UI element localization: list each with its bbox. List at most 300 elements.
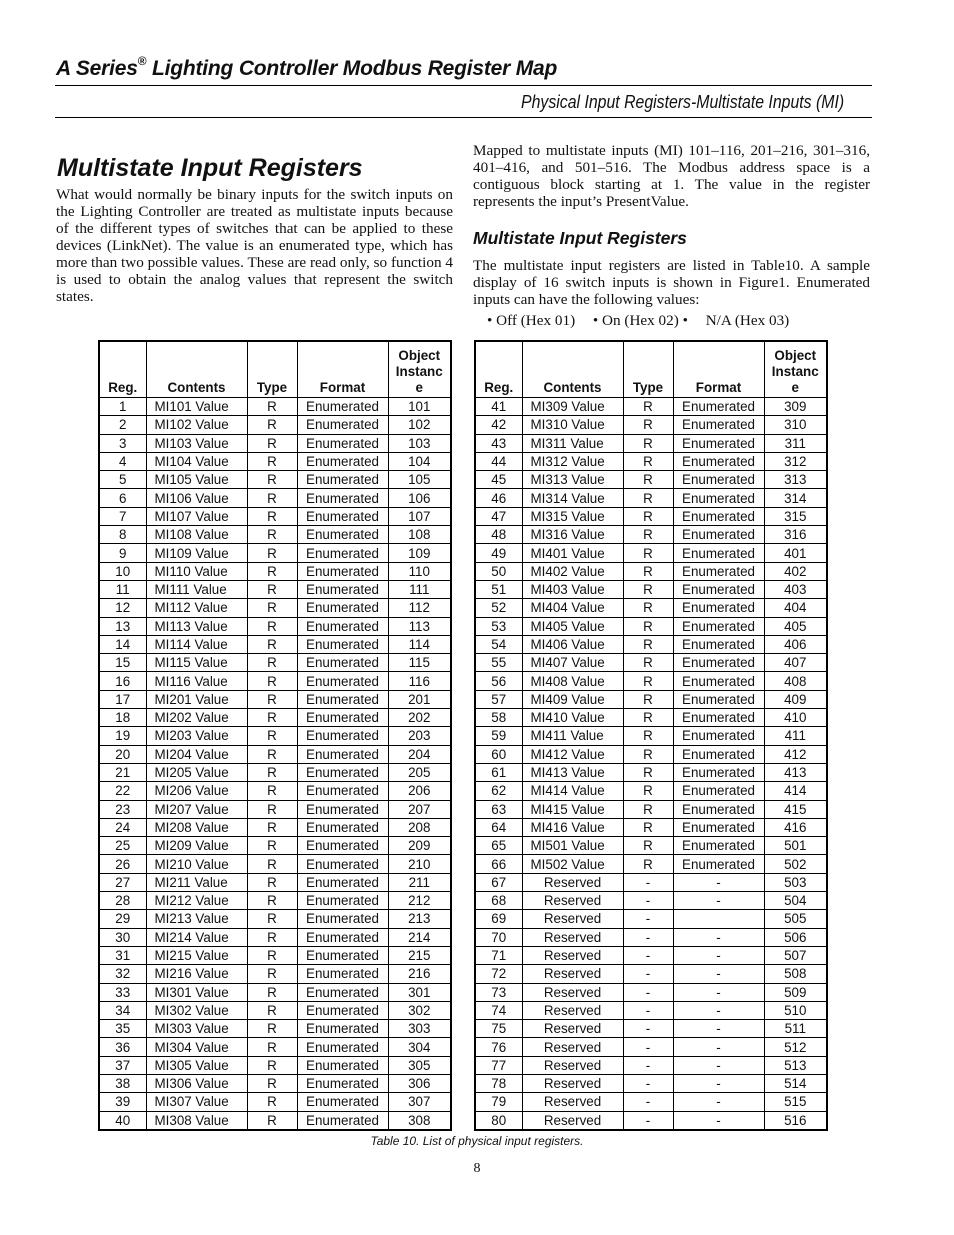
cell-reg: 42 bbox=[475, 416, 522, 434]
col-header-object-instance: Object Instanc e bbox=[388, 341, 451, 398]
cell-reg: 40 bbox=[99, 1111, 146, 1130]
table-row bbox=[475, 672, 827, 690]
cell-object-instance: 309 bbox=[764, 398, 827, 416]
cell-format: - bbox=[673, 1093, 764, 1111]
cell-contents: MI209 Value bbox=[146, 837, 247, 855]
cell-type: - bbox=[623, 928, 673, 946]
cell-format: Enumerated bbox=[673, 434, 764, 452]
cell-object-instance: 202 bbox=[388, 709, 451, 727]
cell-object-instance: 109 bbox=[388, 544, 451, 562]
cell-type: R bbox=[247, 1093, 297, 1111]
cell-type: R bbox=[247, 452, 297, 470]
cell-type: R bbox=[247, 910, 297, 928]
cell-contents: MI211 Value bbox=[146, 873, 247, 891]
table-row bbox=[99, 946, 451, 964]
cell-format: - bbox=[673, 1074, 764, 1092]
table-row bbox=[99, 690, 451, 708]
cell-type: R bbox=[247, 800, 297, 818]
cell-reg: 77 bbox=[475, 1056, 522, 1074]
cell-reg: 15 bbox=[99, 654, 146, 672]
cell-format: - bbox=[673, 928, 764, 946]
right-paragraph-values: The multistate input registers are listed in Table10. A sample display of 16 switch inputs is shown in Figure1. Enumerated inputs can have the following values: bbox=[473, 257, 870, 308]
cell-type: R bbox=[623, 398, 673, 416]
cell-format: Enumerated bbox=[673, 855, 764, 873]
cell-type: R bbox=[623, 654, 673, 672]
cell-contents: MI207 Value bbox=[146, 800, 247, 818]
table-row bbox=[99, 434, 451, 452]
cell-type: R bbox=[623, 599, 673, 617]
cell-object-instance: 107 bbox=[388, 507, 451, 525]
cell-contents: MI407 Value bbox=[522, 654, 623, 672]
cell-format: Enumerated bbox=[297, 965, 388, 983]
cell-contents: MI215 Value bbox=[146, 946, 247, 964]
table-row bbox=[99, 1001, 451, 1019]
cell-format: Enumerated bbox=[673, 727, 764, 745]
cell-contents: Reserved bbox=[522, 1111, 623, 1130]
cell-format: Enumerated bbox=[297, 635, 388, 653]
cell-format bbox=[673, 910, 764, 928]
cell-contents: MI412 Value bbox=[522, 745, 623, 763]
cell-contents: MI110 Value bbox=[146, 562, 247, 580]
cell-contents: MI214 Value bbox=[146, 928, 247, 946]
cell-object-instance: 105 bbox=[388, 471, 451, 489]
cell-object-instance: 201 bbox=[388, 690, 451, 708]
cell-contents: MI202 Value bbox=[146, 709, 247, 727]
cell-format: Enumerated bbox=[673, 617, 764, 635]
cell-reg: 55 bbox=[475, 654, 522, 672]
cell-contents: MI205 Value bbox=[146, 763, 247, 781]
table-row bbox=[475, 1074, 827, 1092]
table-caption: Table 10. List of physical input registers. bbox=[370, 1134, 584, 1148]
cell-reg: 61 bbox=[475, 763, 522, 781]
cell-type: R bbox=[623, 562, 673, 580]
cell-reg: 17 bbox=[99, 690, 146, 708]
cell-format: Enumerated bbox=[673, 562, 764, 580]
cell-reg: 74 bbox=[475, 1001, 522, 1019]
cell-contents: MI210 Value bbox=[146, 855, 247, 873]
cell-format: Enumerated bbox=[673, 818, 764, 836]
cell-reg: 3 bbox=[99, 434, 146, 452]
cell-format: Enumerated bbox=[673, 580, 764, 598]
cell-format: Enumerated bbox=[297, 837, 388, 855]
cell-contents: MI316 Value bbox=[522, 526, 623, 544]
cell-type: R bbox=[247, 617, 297, 635]
cell-type: R bbox=[247, 599, 297, 617]
table-row bbox=[475, 1020, 827, 1038]
table-row bbox=[99, 983, 451, 1001]
cell-object-instance: 507 bbox=[764, 946, 827, 964]
cell-contents: MI302 Value bbox=[146, 1001, 247, 1019]
table-row bbox=[475, 617, 827, 635]
table-row bbox=[99, 672, 451, 690]
table-row bbox=[475, 1001, 827, 1019]
cell-format: Enumerated bbox=[673, 544, 764, 562]
cell-format: Enumerated bbox=[297, 654, 388, 672]
cell-reg: 26 bbox=[99, 855, 146, 873]
cell-format: Enumerated bbox=[297, 617, 388, 635]
col-header-format: Format bbox=[297, 341, 388, 398]
cell-reg: 2 bbox=[99, 416, 146, 434]
cell-reg: 72 bbox=[475, 965, 522, 983]
cell-object-instance: 405 bbox=[764, 617, 827, 635]
cell-type: R bbox=[623, 544, 673, 562]
table-row bbox=[475, 1111, 827, 1130]
cell-object-instance: 212 bbox=[388, 892, 451, 910]
table-row bbox=[99, 855, 451, 873]
cell-format: Enumerated bbox=[297, 544, 388, 562]
table-row bbox=[99, 1074, 451, 1092]
cell-format: Enumerated bbox=[297, 928, 388, 946]
cell-format: - bbox=[673, 983, 764, 1001]
cell-type: R bbox=[247, 892, 297, 910]
cell-object-instance: 316 bbox=[764, 526, 827, 544]
cell-contents: MI109 Value bbox=[146, 544, 247, 562]
cell-format: Enumerated bbox=[673, 837, 764, 855]
cell-reg: 5 bbox=[99, 471, 146, 489]
cell-format: Enumerated bbox=[673, 599, 764, 617]
cell-format: Enumerated bbox=[297, 1093, 388, 1111]
table-row bbox=[99, 1111, 451, 1130]
cell-contents: MI310 Value bbox=[522, 416, 623, 434]
cell-reg: 70 bbox=[475, 928, 522, 946]
cell-type: R bbox=[247, 1038, 297, 1056]
col-header-type: Type bbox=[623, 341, 673, 398]
table-row bbox=[475, 800, 827, 818]
table-row bbox=[99, 727, 451, 745]
cell-contents: Reserved bbox=[522, 1001, 623, 1019]
cell-object-instance: 310 bbox=[764, 416, 827, 434]
cell-object-instance: 108 bbox=[388, 526, 451, 544]
cell-type: R bbox=[247, 672, 297, 690]
cell-object-instance: 209 bbox=[388, 837, 451, 855]
cell-type: R bbox=[623, 526, 673, 544]
cell-type: R bbox=[623, 745, 673, 763]
cell-contents: MI402 Value bbox=[522, 562, 623, 580]
cell-format: Enumerated bbox=[297, 1038, 388, 1056]
cell-reg: 46 bbox=[475, 489, 522, 507]
cell-reg: 48 bbox=[475, 526, 522, 544]
table-row bbox=[475, 471, 827, 489]
cell-reg: 25 bbox=[99, 837, 146, 855]
cell-contents: MI405 Value bbox=[522, 617, 623, 635]
table-row bbox=[99, 617, 451, 635]
cell-format: - bbox=[673, 1111, 764, 1130]
cell-format: Enumerated bbox=[297, 526, 388, 544]
cell-format: Enumerated bbox=[673, 709, 764, 727]
cell-contents: MI112 Value bbox=[146, 599, 247, 617]
cell-contents: MI309 Value bbox=[522, 398, 623, 416]
bullet-on: • On (Hex 02) • bbox=[592, 312, 688, 329]
cell-reg: 57 bbox=[475, 690, 522, 708]
cell-type: R bbox=[247, 398, 297, 416]
cell-type: - bbox=[623, 1111, 673, 1130]
cell-type: R bbox=[623, 452, 673, 470]
cell-object-instance: 306 bbox=[388, 1074, 451, 1092]
cell-format: Enumerated bbox=[297, 471, 388, 489]
cell-contents: MI303 Value bbox=[146, 1020, 247, 1038]
cell-contents: Reserved bbox=[522, 1020, 623, 1038]
cell-type: R bbox=[623, 763, 673, 781]
cell-object-instance: 514 bbox=[764, 1074, 827, 1092]
cell-type: R bbox=[247, 727, 297, 745]
cell-object-instance: 302 bbox=[388, 1001, 451, 1019]
cell-object-instance: 112 bbox=[388, 599, 451, 617]
cell-contents: MI411 Value bbox=[522, 727, 623, 745]
table-row bbox=[99, 562, 451, 580]
cell-reg: 37 bbox=[99, 1056, 146, 1074]
table-row bbox=[475, 983, 827, 1001]
cell-reg: 38 bbox=[99, 1074, 146, 1092]
cell-contents: MI406 Value bbox=[522, 635, 623, 653]
col-header-reg: Reg. bbox=[99, 341, 146, 398]
cell-reg: 32 bbox=[99, 965, 146, 983]
cell-object-instance: 511 bbox=[764, 1020, 827, 1038]
cell-reg: 8 bbox=[99, 526, 146, 544]
cell-reg: 6 bbox=[99, 489, 146, 507]
cell-object-instance: 314 bbox=[764, 489, 827, 507]
table-row bbox=[99, 782, 451, 800]
page-header-title: A Series® Lighting Controller Modbus Register Map bbox=[56, 54, 558, 80]
cell-type: R bbox=[247, 580, 297, 598]
cell-type: R bbox=[623, 580, 673, 598]
table-body-right bbox=[475, 398, 827, 1130]
cell-type: R bbox=[247, 489, 297, 507]
cell-type: R bbox=[247, 635, 297, 653]
table-row bbox=[99, 452, 451, 470]
cell-type: R bbox=[247, 416, 297, 434]
cell-contents: MI105 Value bbox=[146, 471, 247, 489]
cell-reg: 36 bbox=[99, 1038, 146, 1056]
table-row bbox=[475, 635, 827, 653]
cell-contents: MI208 Value bbox=[146, 818, 247, 836]
cell-contents: MI408 Value bbox=[522, 672, 623, 690]
cell-format: Enumerated bbox=[673, 635, 764, 653]
table-row bbox=[99, 928, 451, 946]
table-row bbox=[475, 855, 827, 873]
cell-reg: 45 bbox=[475, 471, 522, 489]
cell-type: R bbox=[623, 635, 673, 653]
cell-contents: MI201 Value bbox=[146, 690, 247, 708]
table-row bbox=[475, 873, 827, 891]
cell-type: R bbox=[247, 507, 297, 525]
cell-object-instance: 515 bbox=[764, 1093, 827, 1111]
cell-format: Enumerated bbox=[673, 672, 764, 690]
cell-contents: MI314 Value bbox=[522, 489, 623, 507]
cell-format: Enumerated bbox=[297, 946, 388, 964]
cell-type: R bbox=[247, 471, 297, 489]
cell-type: R bbox=[623, 672, 673, 690]
cell-reg: 65 bbox=[475, 837, 522, 855]
cell-object-instance: 416 bbox=[764, 818, 827, 836]
cell-object-instance: 210 bbox=[388, 855, 451, 873]
cell-contents: MI111 Value bbox=[146, 580, 247, 598]
cell-reg: 53 bbox=[475, 617, 522, 635]
cell-format: Enumerated bbox=[297, 873, 388, 891]
cell-object-instance: 116 bbox=[388, 672, 451, 690]
cell-contents: MI101 Value bbox=[146, 398, 247, 416]
register-table-left bbox=[98, 340, 452, 1131]
cell-contents: MI404 Value bbox=[522, 599, 623, 617]
cell-format: Enumerated bbox=[297, 983, 388, 1001]
cell-type: R bbox=[247, 562, 297, 580]
cell-contents: MI106 Value bbox=[146, 489, 247, 507]
cell-format: Enumerated bbox=[297, 580, 388, 598]
cell-reg: 1 bbox=[99, 398, 146, 416]
table-row bbox=[475, 709, 827, 727]
page-subtitle: Physical Input Registers-Multistate Inputs (MI) bbox=[520, 92, 844, 112]
table-header-row bbox=[475, 341, 827, 398]
cell-contents: MI114 Value bbox=[146, 635, 247, 653]
table-row bbox=[99, 1038, 451, 1056]
cell-type: - bbox=[623, 873, 673, 891]
cell-object-instance: 101 bbox=[388, 398, 451, 416]
cell-reg: 11 bbox=[99, 580, 146, 598]
cell-reg: 75 bbox=[475, 1020, 522, 1038]
cell-reg: 34 bbox=[99, 1001, 146, 1019]
cell-reg: 67 bbox=[475, 873, 522, 891]
cell-contents: MI103 Value bbox=[146, 434, 247, 452]
cell-reg: 58 bbox=[475, 709, 522, 727]
cell-type: - bbox=[623, 1074, 673, 1092]
cell-type: R bbox=[623, 471, 673, 489]
cell-type: - bbox=[623, 910, 673, 928]
cell-type: R bbox=[247, 526, 297, 544]
cell-type: R bbox=[247, 745, 297, 763]
cell-reg: 23 bbox=[99, 800, 146, 818]
cell-contents: MI415 Value bbox=[522, 800, 623, 818]
cell-format: Enumerated bbox=[673, 489, 764, 507]
table-row bbox=[475, 489, 827, 507]
col-header-object-instance: Object Instanc e bbox=[764, 341, 827, 398]
cell-format: Enumerated bbox=[297, 489, 388, 507]
cell-reg: 24 bbox=[99, 818, 146, 836]
cell-format: - bbox=[673, 1001, 764, 1019]
cell-object-instance: 412 bbox=[764, 745, 827, 763]
cell-contents: MI204 Value bbox=[146, 745, 247, 763]
cell-type: R bbox=[623, 690, 673, 708]
cell-contents: MI107 Value bbox=[146, 507, 247, 525]
cell-reg: 28 bbox=[99, 892, 146, 910]
cell-reg: 52 bbox=[475, 599, 522, 617]
cell-contents: MI413 Value bbox=[522, 763, 623, 781]
cell-reg: 76 bbox=[475, 1038, 522, 1056]
cell-type: R bbox=[247, 855, 297, 873]
cell-reg: 20 bbox=[99, 745, 146, 763]
cell-object-instance: 415 bbox=[764, 800, 827, 818]
cell-object-instance: 312 bbox=[764, 452, 827, 470]
cell-contents: MI115 Value bbox=[146, 654, 247, 672]
table-row bbox=[99, 709, 451, 727]
cell-contents: MI308 Value bbox=[146, 1111, 247, 1130]
cell-reg: 22 bbox=[99, 782, 146, 800]
cell-type: R bbox=[247, 946, 297, 964]
header-rule-top bbox=[55, 85, 872, 86]
cell-object-instance: 513 bbox=[764, 1056, 827, 1074]
cell-object-instance: 503 bbox=[764, 873, 827, 891]
cell-contents: MI306 Value bbox=[146, 1074, 247, 1092]
cell-contents: Reserved bbox=[522, 946, 623, 964]
table-row bbox=[475, 965, 827, 983]
cell-reg: 9 bbox=[99, 544, 146, 562]
table-row bbox=[99, 489, 451, 507]
cell-type: R bbox=[623, 782, 673, 800]
col-header-contents: Contents bbox=[522, 341, 623, 398]
cell-reg: 69 bbox=[475, 910, 522, 928]
cell-object-instance: 407 bbox=[764, 654, 827, 672]
cell-format: Enumerated bbox=[297, 800, 388, 818]
cell-reg: 50 bbox=[475, 562, 522, 580]
cell-reg: 66 bbox=[475, 855, 522, 873]
col-header-type: Type bbox=[247, 341, 297, 398]
cell-contents: MI502 Value bbox=[522, 855, 623, 873]
cell-object-instance: 207 bbox=[388, 800, 451, 818]
cell-format: Enumerated bbox=[673, 416, 764, 434]
cell-type: R bbox=[247, 873, 297, 891]
cell-object-instance: 414 bbox=[764, 782, 827, 800]
cell-reg: 54 bbox=[475, 635, 522, 653]
cell-format: - bbox=[673, 1056, 764, 1074]
table-row bbox=[99, 818, 451, 836]
table-row bbox=[99, 398, 451, 416]
value-bullet-list bbox=[487, 312, 803, 330]
cell-format: Enumerated bbox=[297, 763, 388, 781]
cell-contents: Reserved bbox=[522, 892, 623, 910]
cell-reg: 44 bbox=[475, 452, 522, 470]
cell-contents: MI315 Value bbox=[522, 507, 623, 525]
cell-object-instance: 401 bbox=[764, 544, 827, 562]
cell-reg: 31 bbox=[99, 946, 146, 964]
cell-contents: MI416 Value bbox=[522, 818, 623, 836]
section-heading: Multistate Input Registers bbox=[57, 154, 363, 182]
table-header-row bbox=[99, 341, 451, 398]
cell-object-instance: 315 bbox=[764, 507, 827, 525]
cell-type: R bbox=[623, 855, 673, 873]
cell-format: Enumerated bbox=[297, 818, 388, 836]
cell-contents: Reserved bbox=[522, 1093, 623, 1111]
cell-reg: 33 bbox=[99, 983, 146, 1001]
cell-format: Enumerated bbox=[297, 745, 388, 763]
cell-contents: MI409 Value bbox=[522, 690, 623, 708]
cell-object-instance: 411 bbox=[764, 727, 827, 745]
cell-contents: MI102 Value bbox=[146, 416, 247, 434]
cell-reg: 21 bbox=[99, 763, 146, 781]
cell-object-instance: 413 bbox=[764, 763, 827, 781]
cell-contents: Reserved bbox=[522, 1074, 623, 1092]
table-row bbox=[99, 526, 451, 544]
cell-format: Enumerated bbox=[673, 782, 764, 800]
cell-contents: Reserved bbox=[522, 965, 623, 983]
cell-format: Enumerated bbox=[297, 1056, 388, 1074]
cell-reg: 60 bbox=[475, 745, 522, 763]
cell-format: Enumerated bbox=[673, 507, 764, 525]
cell-object-instance: 509 bbox=[764, 983, 827, 1001]
table-row bbox=[475, 580, 827, 598]
cell-contents: MI301 Value bbox=[146, 983, 247, 1001]
cell-contents: MI501 Value bbox=[522, 837, 623, 855]
table-row bbox=[475, 526, 827, 544]
cell-format: Enumerated bbox=[673, 471, 764, 489]
cell-reg: 56 bbox=[475, 672, 522, 690]
cell-object-instance: 307 bbox=[388, 1093, 451, 1111]
cell-format: Enumerated bbox=[297, 690, 388, 708]
cell-type: - bbox=[623, 1020, 673, 1038]
cell-reg: 71 bbox=[475, 946, 522, 964]
cell-object-instance: 208 bbox=[388, 818, 451, 836]
cell-format: Enumerated bbox=[297, 855, 388, 873]
table-row bbox=[475, 928, 827, 946]
cell-format: Enumerated bbox=[673, 745, 764, 763]
cell-object-instance: 406 bbox=[764, 635, 827, 653]
